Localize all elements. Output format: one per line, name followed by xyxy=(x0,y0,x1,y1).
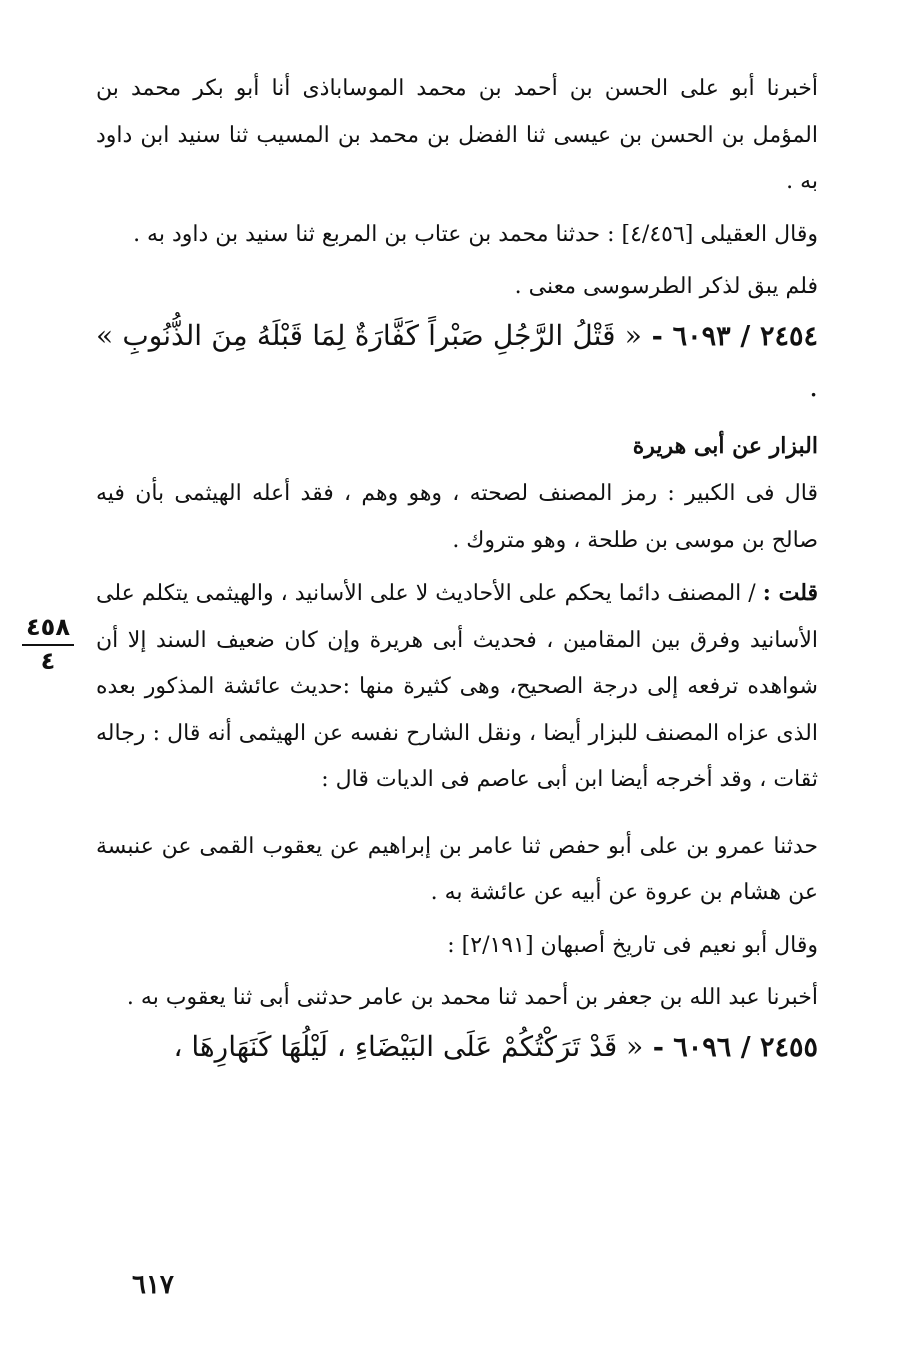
hadith-source: البزار عن أبى هريرة xyxy=(632,432,818,459)
paragraph-abu-nuaym-citation: وقال أبو نعيم فى تاريخ أصبهان [٢/١٩١] : xyxy=(447,932,818,958)
paragraph-uqayli-citation: وقال العقيلى [٤/٤٥٦] : حدثنا محمد بن عتاب بن المربع ثنا سنيد بن داود به . xyxy=(133,221,818,247)
paragraph-isnad-musabadhi: أخبرنا أبو على الحسن بن أحمد بن محمد الموساباذى أنا أبو بكر محمد بن المؤمل بن الحسن بن عيسى ثنا الفضل بن محمد بن المسيب ثنا سنيد ابن داود به . xyxy=(96,76,818,194)
hadith-text: « قَدْ تَرَكْتُكُمْ عَلَى البَيْضَاءِ ، لَيْلُهَا كَنَهَارِهَا ، xyxy=(173,1029,644,1063)
page-number: ٦١٧ xyxy=(132,1270,174,1300)
margin-page-numerator: ٤٥٨ xyxy=(26,613,70,641)
page-body xyxy=(96,66,818,1073)
response-lead: قلت : xyxy=(762,580,818,606)
paragraph-isnad-abdullah: أخبرنا عبد الله بن جعفر بن أحمد ثنا محمد بن عامر حدثنى أبى ثنا يعقوب به . xyxy=(126,985,818,1010)
margin-volume-denominator: ٤ xyxy=(40,647,56,675)
hadith-entry-2454 xyxy=(96,311,818,413)
paragraph-isnad-amr: حدثنا عمرو بن على أبو حفص ثنا عامر بن إبراهيم عن يعقوب القمى عن عنبسة عن هشام بن عروة عن أبيه عن عائشة به . xyxy=(96,833,818,905)
paragraph-author-response xyxy=(96,570,818,804)
margin-divider xyxy=(22,644,74,646)
margin-volume-reference xyxy=(22,612,74,676)
hadith-number: ٢٤٥٤ / ٦٠٩٣ - xyxy=(651,320,818,352)
paragraph-kabir-commentary: قال فى الكبير : رمز المصنف لصحته ، وهو وهم ، فقد أعله الهيثمى بأن فيه صالح بن موسى بن طلحة ، وهو متروك . xyxy=(96,481,818,553)
response-text: / المصنف دائما يحكم على الأحاديث لا على الأسانيد ، والهيثمى يتكلم على الأسانيد وفرق بين المقامين ، فحديث أبى هريرة وإن كان ضعيف السند إلا أن شواهده ترفعه إلى درجة الصحيح، وهى كثيرة منها :حديث عائشة المذكور بعده الذى عزاه المصنف للبزار أيضا ، ونقل الشارح نفسه عن الهيثمى أنه قال : رجاله ثقات ، وقد أخرجه أيضا ابن أبى عاصم فى الديات قال : xyxy=(96,581,818,792)
hadith-text: « قَتْلُ الرَّجُلِ صَبْراً كَفَّارَةٌ لِمَا قَبْلَهُ مِنَ الذُّنُوبِ » . xyxy=(96,318,818,403)
paragraph-tarsusi-conclusion: فلم يبق لذكر الطرسوسى معنى . xyxy=(514,274,818,299)
hadith-entry-2455 xyxy=(96,1022,818,1073)
hadith-number: ٢٤٥٥ / ٦٠٩٦ - xyxy=(652,1031,818,1063)
